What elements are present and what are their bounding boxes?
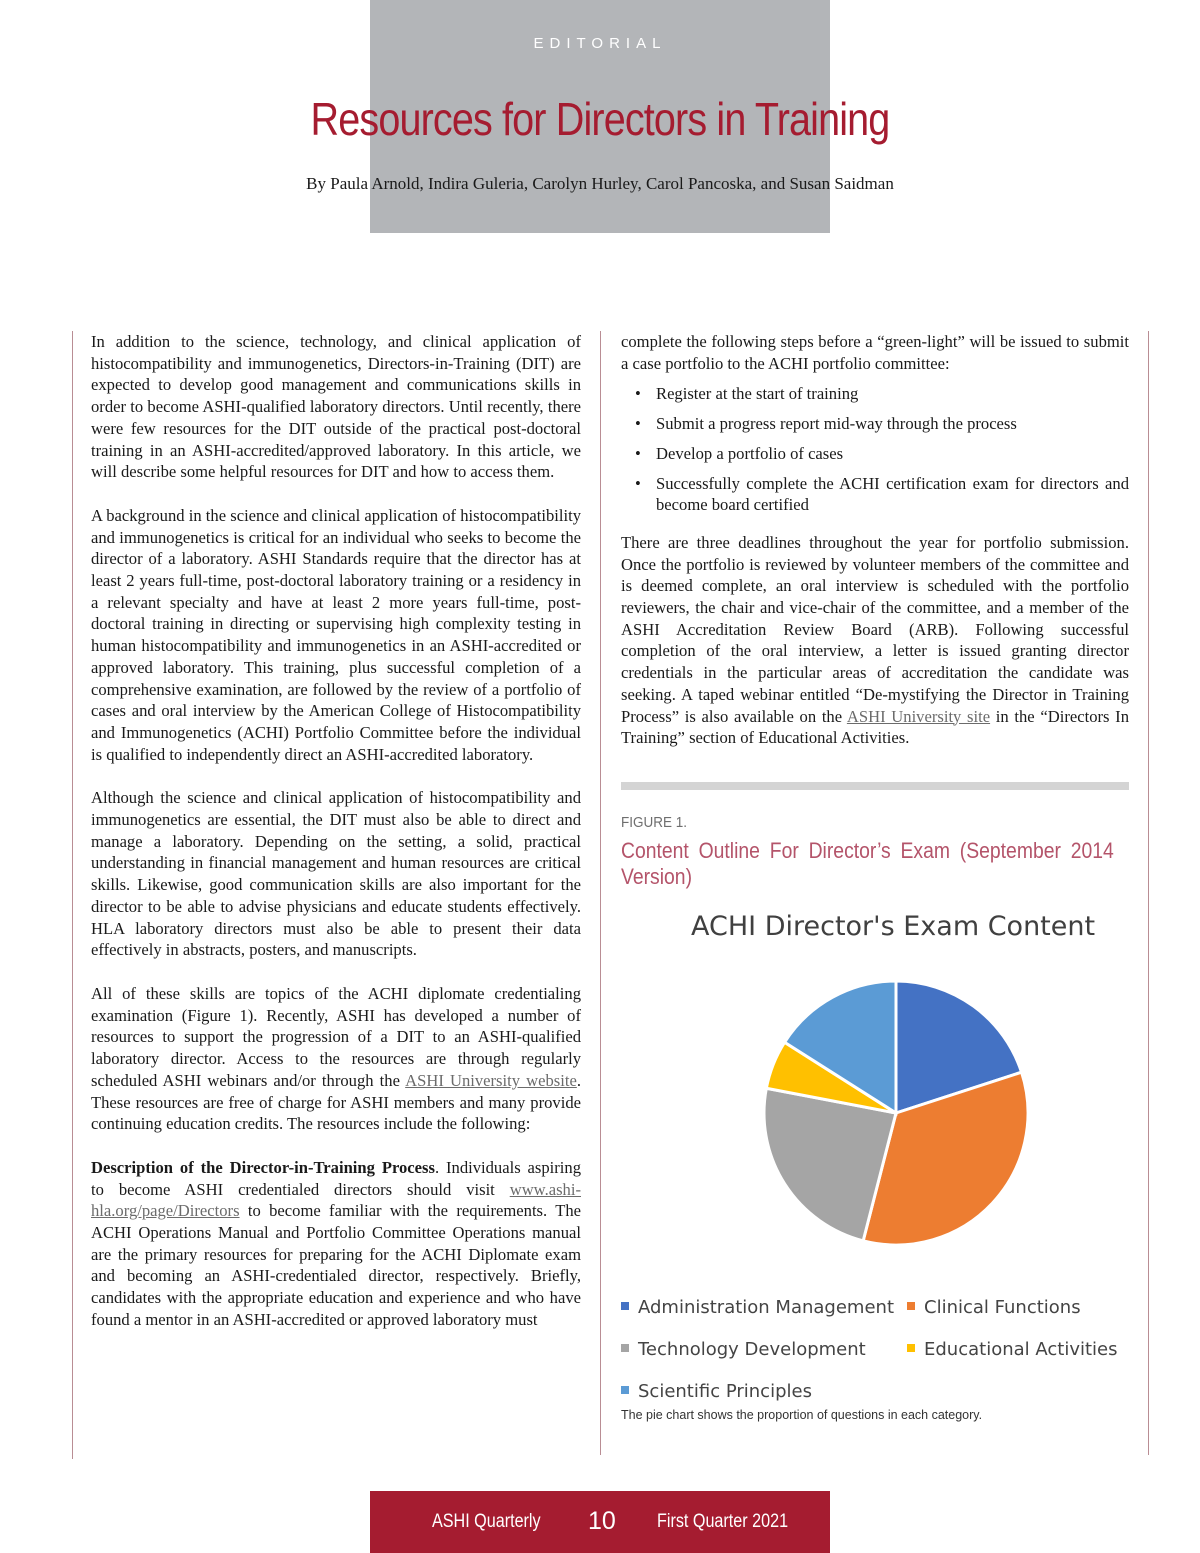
list-item [635,383,1129,405]
legend-swatch [621,1344,629,1352]
paragraph-steps-intro: complete the following steps before a “green-light” will be issued to submit a case portfolio to the ACHI portfolio committee: [621,332,1129,373]
deadlines-text-end: in the “Directors In Training” section of Educational Activities. [621,706,1129,748]
chart-title: ACHI Director's Exam Content [691,910,1096,942]
legend-label: Clinical Functions [924,1296,1081,1318]
bullet-icon: • [635,473,641,493]
byline: By Paula Arnold, Indira Guleria, Carolyn Hurley, Carol Pancoska, and Susan Saidman [306,174,894,193]
legend-item-scientific-principles [621,1381,812,1403]
dit-process-text: . Individuals aspiring to become ASHI credentialed directors should visit [91,1157,581,1199]
figure-label: FIGURE 1. [621,813,688,831]
footer-bar [370,1491,830,1553]
dit-process-heading: Description of the Director-in-Training Process [91,1157,435,1177]
list-item [635,473,1129,516]
list-item [635,443,1129,465]
paragraph-deadlines [621,532,1129,749]
legend-item-administration-management [621,1297,894,1319]
step-text: Submit a progress report mid-way through the process [656,414,1017,434]
page-number: 10 [588,1507,616,1535]
paragraph-resources-text: All of these skills are topics of the ACHI diplomate credentialing examination (Figure 1). Recently, ASHI has developed a number of resources to support the progression of a DIT to an ASHI-qualified laboratory director. Access to the resources are through regularly scheduled ASHI webinars and/or through the [91,983,581,1090]
legend-item-technology-development [621,1339,866,1361]
section-label: EDITORIAL [533,35,667,52]
pie-svg [761,978,1031,1248]
legend-item-educational-activities [907,1339,1117,1361]
right-column [600,331,1149,1455]
list-item [635,413,1129,435]
step-text: Register at the start of training [656,384,859,404]
publication-name: ASHI Quarterly [432,1511,541,1532]
paragraph-intro: In addition to the science, technology, and clinical application of histocompatibility and immunogenetics, Directors-in-Training (DIT) are expected to develop good management and communications skills in order to become ASHI-qualified laboratory directors. Until recently, there were few resources for the DIT outside of the practical post-doctoral training in an ASHI-accredited/approved laboratory. In this article, we will describe some helpful resources for DIT and how to access them. [91,332,581,482]
figure-divider [621,782,1129,790]
bullet-icon: • [635,443,641,463]
legend-label: Scientific Principles [638,1380,812,1402]
legend-swatch [907,1302,915,1310]
paragraph-dit-process [91,1157,581,1331]
paragraph-resources-text-end: . These resources are free of charge for ASHI members and many provide continuing education credits. The resources include the following: [91,1070,581,1134]
directors-page-link[interactable]: www.ashi-hla.org/page/Directors [91,1179,581,1221]
legend-label: Educational Activities [924,1338,1118,1360]
legend-label: Technology Development [638,1338,866,1360]
ashi-university-website-link[interactable]: ASHI University website [405,1070,577,1090]
ashi-university-site-link[interactable]: ASHI University site [846,706,991,726]
bullet-icon: • [635,414,641,434]
paragraph-resources [91,983,581,1135]
bullet-icon: • [635,384,641,404]
deadlines-text: There are three deadlines throughout the year for portfolio submission. Once the portfolio is reviewed by volunteer members of the committee and is deemed complete, an oral interview is scheduled with the portfolio reviewers, the chair and vice-chair of the committee, and a member of the ASHI Accreditation Review Board (ARB). Following successful completion of the oral interview, a letter is issued granting director credentials in the particular areas of accreditation the candidate was seeking. A taped webinar entitled “De-mystifying the Director in Training Process” is also available on the [621,532,1129,726]
legend-item-clinical-functions [907,1297,1081,1319]
legend-swatch [621,1386,629,1394]
legend-swatch [621,1302,629,1310]
dit-process-text-end: to become familiar with the requirements. The ACHI Operations Manual and Portfolio Committee Operations manual are the primary resources for preparing for the ACHI Diplomate exam and becoming an ASHI-credentialed director, respectively. Briefly, candidates with the appropriate education and experience and who have found a mentor in an ASHI-accredited or approved laboratory must [91,1201,581,1329]
step-text: Develop a portfolio of cases [656,443,844,463]
legend-label: Administration Management [638,1296,895,1318]
paragraph-management: Although the science and clinical application of histocompatibility and immunogenetics are essential, the DIT must also be able to direct and manage a laboratory. Depending on the setting, a solid, practical understanding in financial management and human resources are critical skills. Likewise, good communication skills are also important for the director to be able to advise physicians and educate students effectively. HLA laboratory directors must also be able to present their data effectively in abstracts, posters, and manuscripts. [91,788,581,960]
paragraph-background: A background in the science and clinical application of histocompatibility and immunogenetics is critical for an individual who seeks to become the director of a laboratory. ASHI Standards require that the director has at least 2 years full-time, post-doctoral laboratory training or a residency in a relevant specialty and have at least 2 more years full-time, post-doctoral training in directing or supervising high complexity testing in human histocompatibility and immunogenetics in an ASHI-accredited or approved laboratory. This training, plus successful completion of a comprehensive examination, are followed by the review of a portfolio of cases and oral interview by the American College of Histocompatibility and Immunogenetics (ACHI) Portfolio Committee before the individual is qualified to independently direct an ASHI-accredited laboratory. [91,505,581,764]
legend-swatch [907,1344,915,1352]
article-title: Resources for Directors in Training [310,93,890,145]
step-text: Successfully complete the ACHI certification exam for directors and become board certified [656,473,1129,515]
left-column [72,331,581,1459]
figure-caption: The pie chart shows the proportion of questions in each category. [621,1407,983,1422]
figure-title: Content Outline For Director’s Exam (September 2014 Version) [621,837,1114,889]
pie-chart [621,904,1129,1409]
steps-list [621,383,1129,516]
issue-date: First Quarter 2021 [657,1511,789,1532]
